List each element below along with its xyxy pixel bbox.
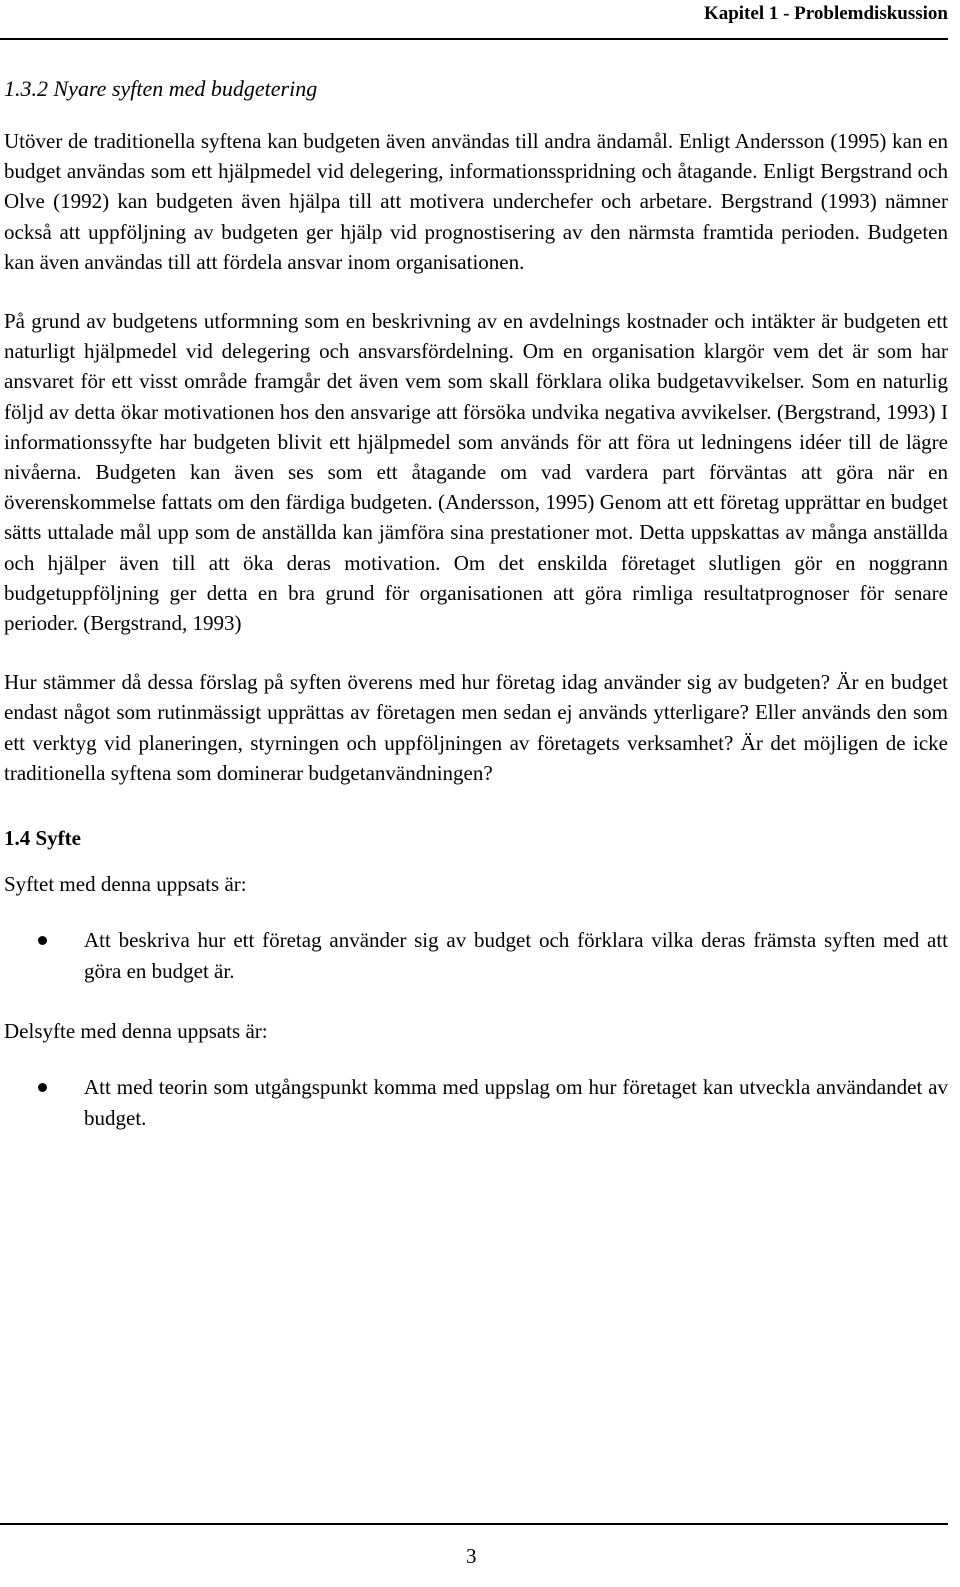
paragraph-3: Hur stämmer då dessa förslag på syften överens med hur företag idag använder sig av budgeten? Är en budget endast något som rutinmässigt upprättas av företagen men sedan ej används ytterligare? Eller används den som ett verktyg vid planeringen, styrningen och uppföljningen av företagets verksamhet? Är det möjligen de icke traditionella syftena som dominerar budgetanvändningen? (4, 670, 948, 785)
subpurpose-bullet-item (4, 1072, 948, 1133)
purpose-bullet-text: Att beskriva hur ett företag använder sig av budget och förklara vilka deras främsta syften med att göra en budget är. (84, 928, 948, 983)
chapter-title: Kapitel 1 - Problemdiskussion (703, 3, 948, 24)
page-header (0, 0, 948, 40)
footer-divider (0, 1523, 948, 1525)
purpose-bullet-item (4, 925, 948, 986)
section-heading-1-3-2: 1.3.2 Nyare syften med budgetering (4, 76, 318, 101)
subpurpose-intro: Delsyfte med denna uppsats är: (4, 1019, 268, 1044)
paragraph-2: På grund av budgetens utformning som en beskrivning av en avdelnings kostnader och intäkter är budgeten ett naturligt hjälpmedel vid delegering och ansvarsfördelning. Om en organisation klargör vem det är som har ansvaret för ett visst område framgår det även vem som skall förklara olika budgetavvikelser. Som en naturlig följd av detta ökar motivationen hos den ansvarige att försöka undvika negativa avvikelser. (Bergstrand, 1993) I informationssyfte har budgeten blivit ett hjälpmedel som används för att föra ut ledningens idéer till de lägre nivåerna. Budgeten kan även ses som ett åtagande om vad vardera part förväntas att göra när en överenskommelse fattats om den färdiga budgeten. (Andersson, 1995) Genom att ett företag upprättar en budget sätts uttalade mål upp som de anställda kan jämföra sina prestationer mot. Detta uppskattas av många anställda och hjälper även till att öka deras motivation. Om det enskilda företaget slutligen gör en noggrann budgetuppföljning ger detta en bra grund för organisationen att göra rimliga resultatprognoser för senare perioder. (Bergstrand, 1993) (4, 309, 948, 636)
page-number: 3 (466, 1544, 477, 1568)
purpose-intro: Syftet med denna uppsats är: (4, 872, 247, 897)
subpurpose-bullet-text: Att med teorin som utgångspunkt komma med uppslag om hur företaget kan utveckla användandet av budget. (84, 1075, 948, 1130)
section-heading-1-4: 1.4 Syfte (4, 826, 81, 851)
bullet-icon (38, 1083, 47, 1092)
page-content (4, 70, 948, 1163)
paragraph-1: Utöver de traditionella syftena kan budgeten även användas till andra ändamål. Enligt Andersson (1995) kan en budget användas som ett hjälpmedel vid delegering, informationsspridning och åtagande. Enligt Bergstrand och Olve (1992) kan budgeten även hjälpa till att motivera underchefer och arbetare. Bergstrand (1993) nämner också att uppföljning av budgeten ger hjälp vid prognostisering av den närmsta framtida perioden. Budgeten kan även användas till att fördela ansvar inom organisationen. (4, 129, 948, 274)
bullet-icon (38, 936, 47, 945)
